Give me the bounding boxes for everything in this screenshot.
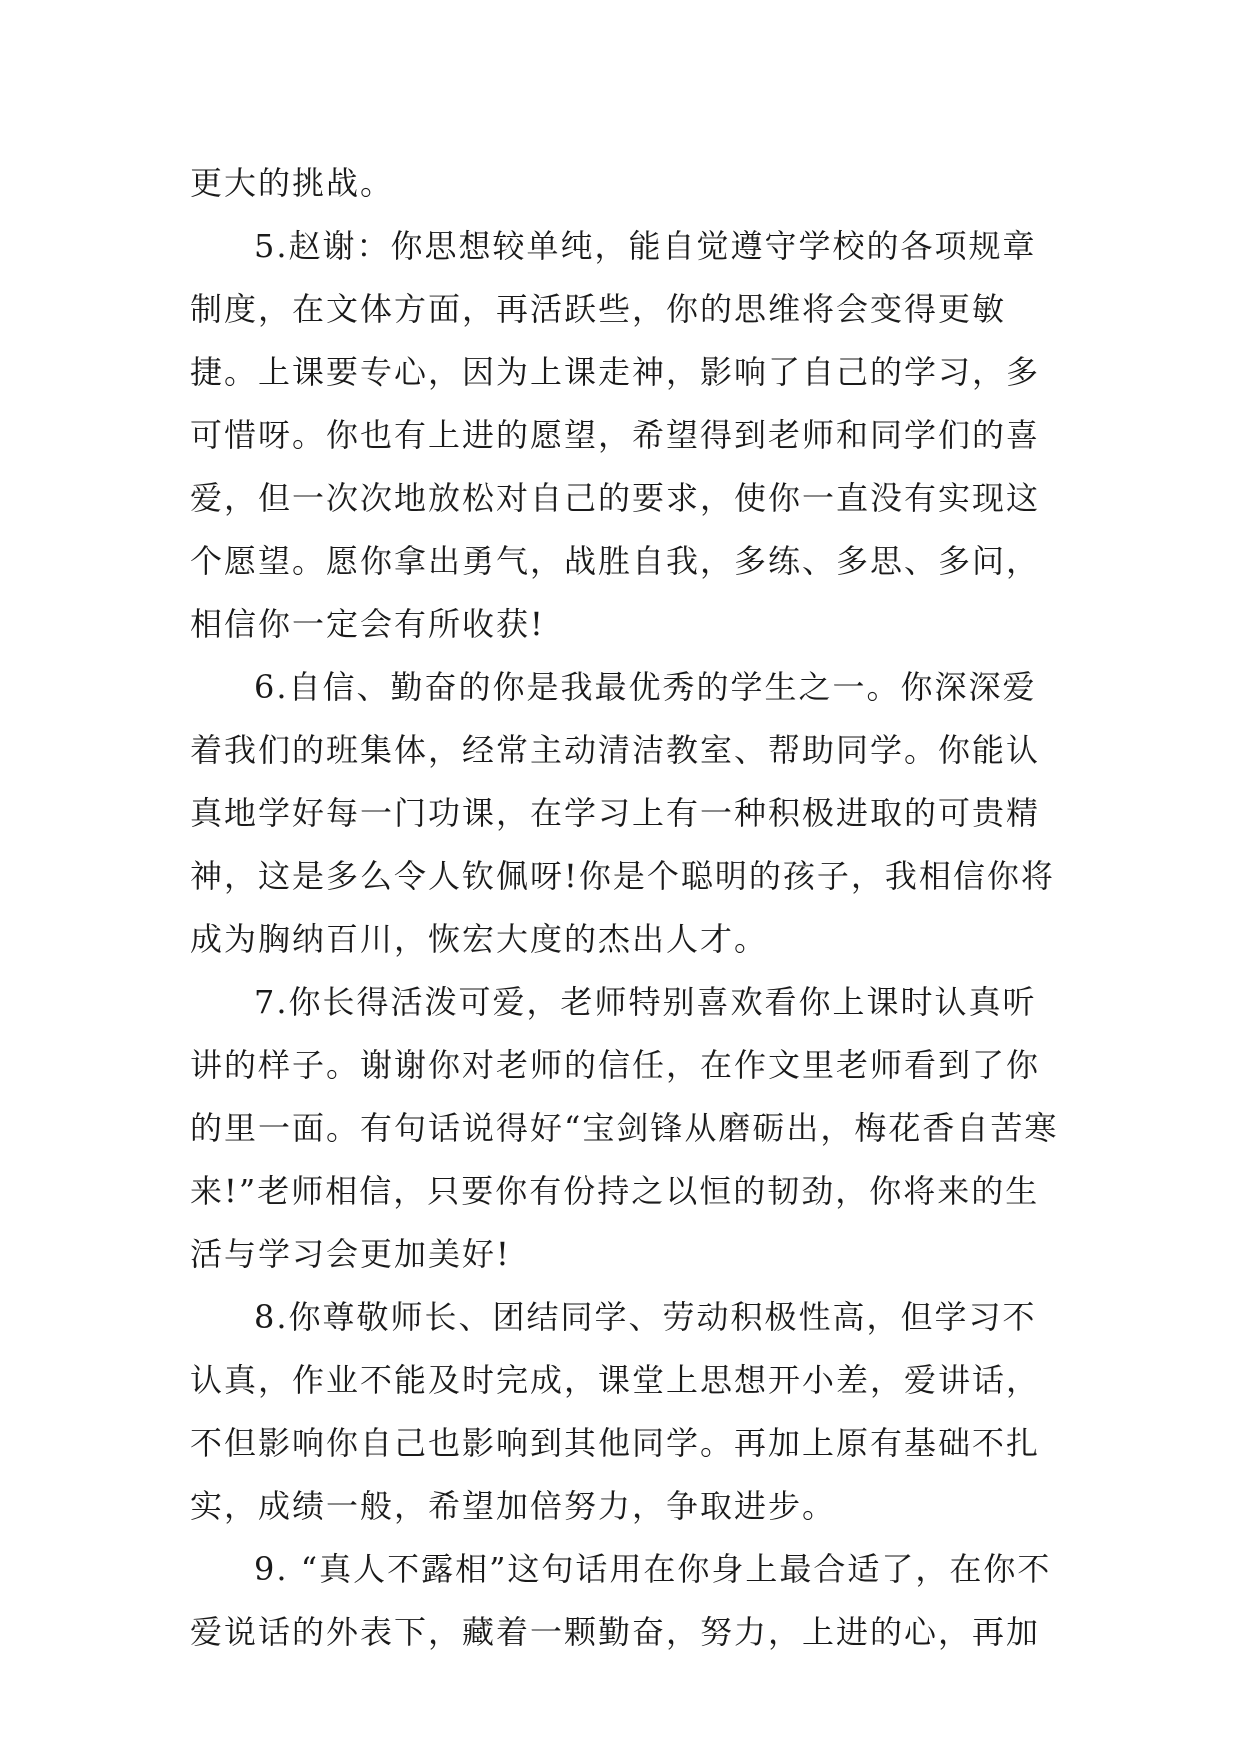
document-body <box>190 152 1070 1664</box>
paragraph-comment-8: 8.你尊敬师长、团结同学、劳动积极性高，但学习不认真，作业不能及时完成，课堂上思想开小差，爱讲话，不但影响你自己也影响到其他同学。再加上原有基础不扎实，成绩一般，希望加倍努力，争取进步。 <box>190 1298 1041 1525</box>
paragraph-comment-7: 7.你长得活泼可爱，老师特别喜欢看你上课时认真听讲的样子。谢谢你对老师的信任，在作文里老师看到了你的里一面。有句话说得好“宝剑锋从磨砺出，梅花香自苦寒来!”老师相信，只要你有份持之以恒的韧劲，你将来的生活与学习会更加美好! <box>190 983 1059 1273</box>
paragraph-comment-5: 5.赵谢：你思想较单纯，能自觉遵守学校的各项规章制度，在文体方面，再活跃些，你的思维将会变得更敏捷。上课要专心，因为上课走神，影响了自己的学习，多可惜呀。你也有上进的愿望，希望得到老师和同学们的喜爱，但一次次地放松对自己的要求，使你一直没有实现这个愿望。愿你拿出勇气，战胜自我，多练、多思、多问，相信你一定会有所收获! <box>190 227 1041 643</box>
paragraph-comment-6: 6.自信、勤奋的你是我最优秀的学生之一。你深深爱着我们的班集体，经常主动清洁教室、帮助同学。你能认真地学好每一门功课，在学习上有一种积极进取的可贵精神，这是多么令人钦佩呀!你是个聪明的孩子，我相信你将成为胸纳百川，恢宏大度的杰出人才。 <box>190 668 1055 958</box>
paragraph-comment-9: 9. “真人不露相”这句话用在你身上最合适了，在你不爱说话的外表下，藏着一颗勤奋，努力，上进的心，再加 <box>190 1550 1052 1651</box>
paragraph-continuation: 更大的挑战。 <box>190 164 395 202</box>
